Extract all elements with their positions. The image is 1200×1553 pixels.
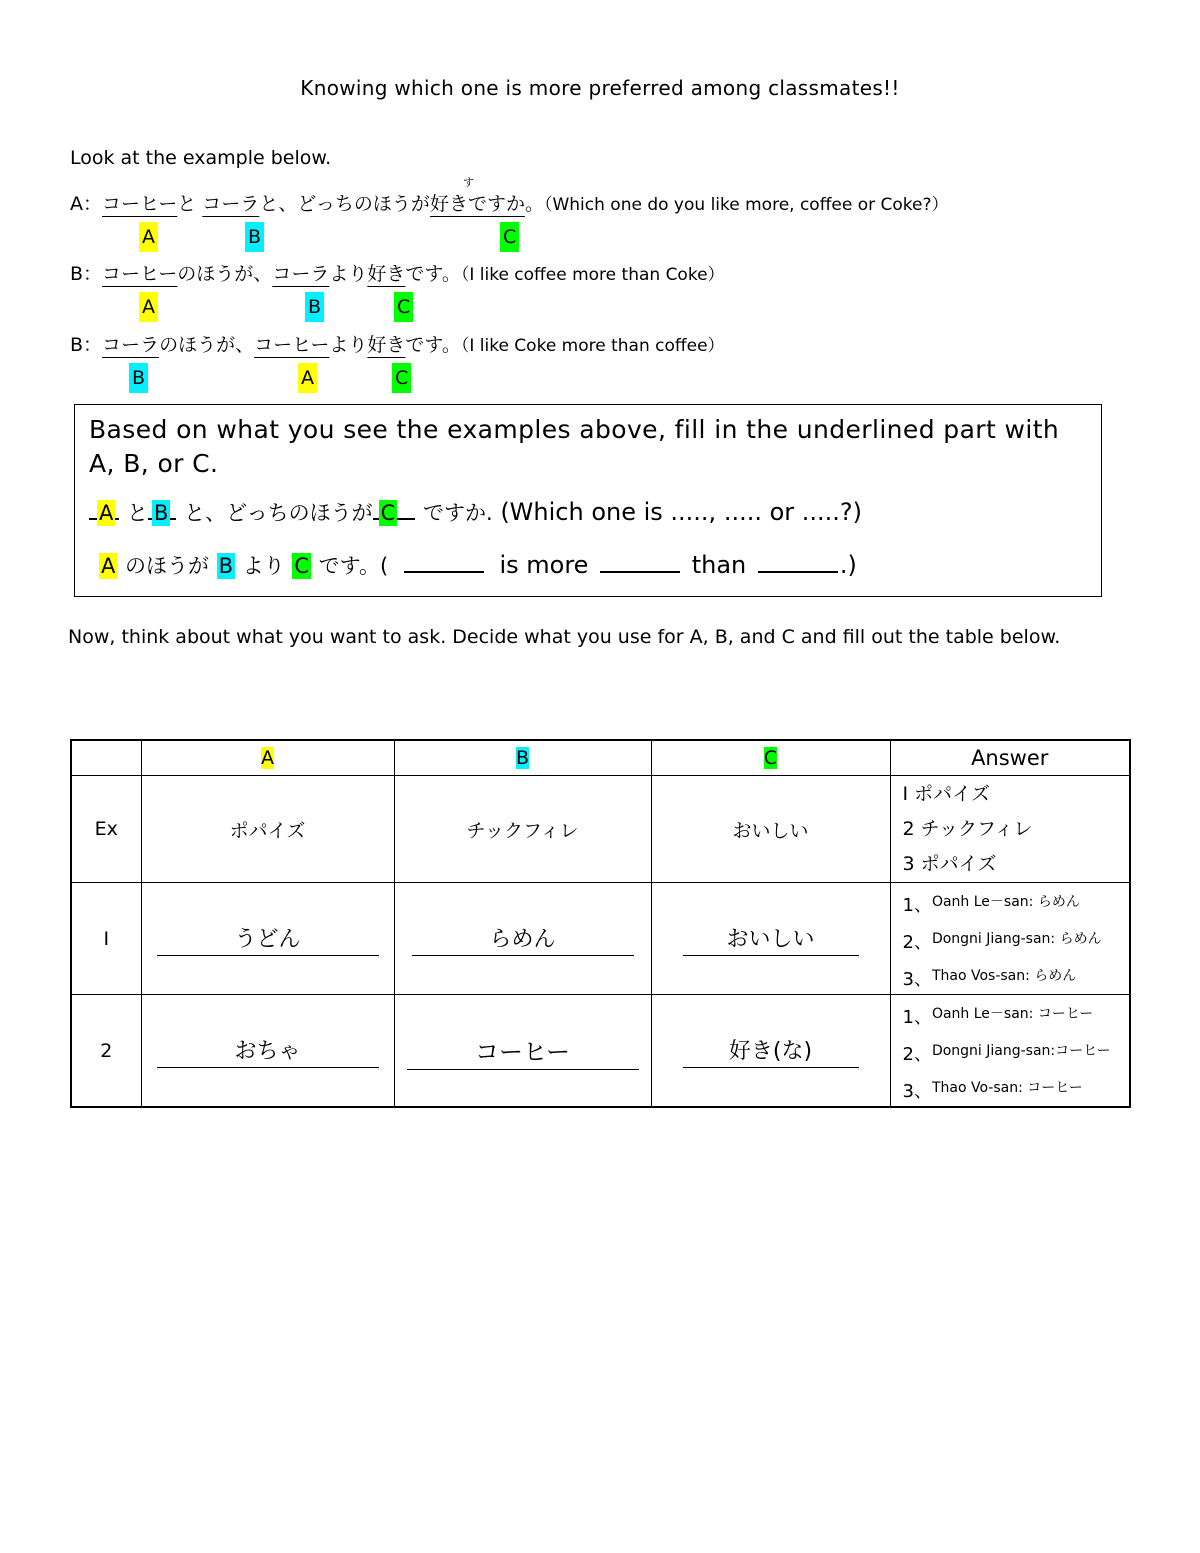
example-english: （I like Coke more than coffee） [460,336,725,356]
marker-b: B [305,292,324,322]
marker-a: A [99,501,114,525]
answer-number: 1、 [902,895,932,916]
row-label: 2 [71,995,141,1108]
example-c: 好き [367,263,406,285]
marker-b: B [129,363,148,393]
blank-line [404,571,484,573]
marker-a: A [139,292,158,322]
english-text: .) [839,551,857,579]
answer-line [903,995,1130,1032]
cell-answer [890,883,1130,995]
answer-line [903,1069,1130,1106]
particle: より [329,334,368,356]
now-instruction: Now, think about what you want to ask. Decide what you use for A, B, and C and fill out the table below. [68,626,1061,648]
filled-answer[interactable]: おちゃ [157,1034,379,1068]
example-a: コーヒー [102,263,178,285]
table-row [71,776,1130,883]
cell-c: おいしい [651,776,890,883]
marker-c: C [392,363,411,393]
particle: です。 [405,263,461,285]
example-a: コーヒー [102,193,178,215]
particle: と、どっちのほうが [184,501,373,525]
answer-text: Thao Vos-san: らめん [931,968,1077,984]
particle: より [329,263,368,285]
answer-text: Dongni Jiang-san:コーヒー [931,1043,1111,1059]
header-label: C [763,747,778,769]
blank-line [758,571,838,573]
answer-text: Oanh Le－san: コーヒー [931,1006,1094,1022]
example-line-3 [70,330,725,357]
answer-text: Dongni Jiang-san: らめん [931,931,1102,947]
example-english: （I like coffee more than Coke） [460,265,725,285]
answer-line: 2 チックフィレ [902,817,1033,840]
marker-b: B [245,222,264,252]
cell-a [141,995,394,1108]
marker-c: C [500,222,519,252]
marker-c: C [294,554,310,578]
header-c [651,740,890,776]
answer-number: 3、 [902,1081,932,1102]
header-empty [71,740,141,776]
example-b: コーラ [272,263,330,285]
example-c: 好きですか [429,193,525,215]
particle: と [177,193,203,215]
cell-b [394,995,651,1108]
cell-a [141,883,394,995]
table-header-row [71,740,1130,776]
speaker: A： [70,193,102,215]
header-label: B [515,747,530,769]
answer-line [903,883,1130,920]
particle: です。( [318,554,389,578]
cell-answer [890,776,1130,883]
filled-answer[interactable]: コーヒー [407,1032,639,1070]
answer-number: 3、 [902,969,932,990]
filled-answer[interactable]: 好き(な) [683,1034,859,1068]
marker-a: A [298,363,317,393]
answer-text: Thao Vo-san: コーヒー [931,1080,1083,1096]
example-b: コーラ [202,193,260,215]
particle: と、どっちのほうが [259,193,430,215]
statement-pattern [99,550,857,580]
speaker: B： [70,263,103,285]
marker-a: A [139,222,158,252]
ruby-text: す [463,176,474,189]
question-english: (Which one is ....., ..... or .....?) [500,498,863,526]
particle: ですか. [422,501,493,525]
marker-b: B [218,554,234,578]
table-row [71,995,1130,1108]
header-answer: Answer [890,740,1130,776]
question-pattern [89,497,862,527]
speaker: B： [70,334,103,356]
answer-number: 2、 [902,932,932,953]
english-text: is more [499,551,589,579]
example-line-2 [70,259,725,286]
filled-answer[interactable]: らめん [412,922,634,956]
marker-b: B [154,501,169,525]
marker-c: C [394,292,413,322]
particle: のほうが、 [177,263,273,285]
particle: と [127,501,149,525]
box-instruction: Based on what you see the examples above, fill in the underlined part with A, B, or C. [89,415,1060,478]
table-row [71,883,1130,995]
blank-line [600,571,680,573]
marker-a: A [101,554,116,578]
cell-b [394,883,651,995]
row-label: I [71,883,141,995]
header-label: A [261,747,274,769]
answer-table [70,739,1131,1108]
particle: です。 [405,334,461,356]
particle: のほうが [125,554,210,578]
particle: のほうが、 [159,334,255,356]
cell-answer [890,995,1130,1108]
header-b [394,740,651,776]
particle: 。 [524,193,544,215]
example-line-1 [70,189,949,216]
example-a: コーラ [102,334,160,356]
cell-c [651,995,890,1108]
cell-c [651,883,890,995]
particle: より [242,554,285,578]
example-c: 好き [367,334,406,356]
answer-line [903,920,1130,957]
answer-line: 3 ポパイズ [902,852,997,875]
instruction-box [74,404,1102,597]
marker-c: C [380,501,396,525]
row-label: Ex [71,776,141,883]
example-b: コーヒー [254,334,330,356]
example-english: （Which one do you like more, coffee or Coke?） [543,195,949,215]
page-title: Knowing which one is more preferred among classmates!! [300,76,900,100]
answer-text: Oanh Le－san: らめん [931,894,1080,910]
answer-number: 2、 [902,1044,932,1065]
cell-a: ポパイズ [141,776,394,883]
answer-line [903,1032,1130,1069]
filled-answer[interactable]: おいしい [683,922,859,956]
answer-line [903,957,1130,994]
english-text: than [691,551,747,579]
header-a [141,740,394,776]
intro-text: Look at the example below. [70,147,332,169]
answer-number: 1、 [902,1007,932,1028]
answer-line: I ポパイズ [902,782,990,805]
filled-answer[interactable]: うどん [157,922,379,956]
cell-b: チックフィレ [394,776,651,883]
